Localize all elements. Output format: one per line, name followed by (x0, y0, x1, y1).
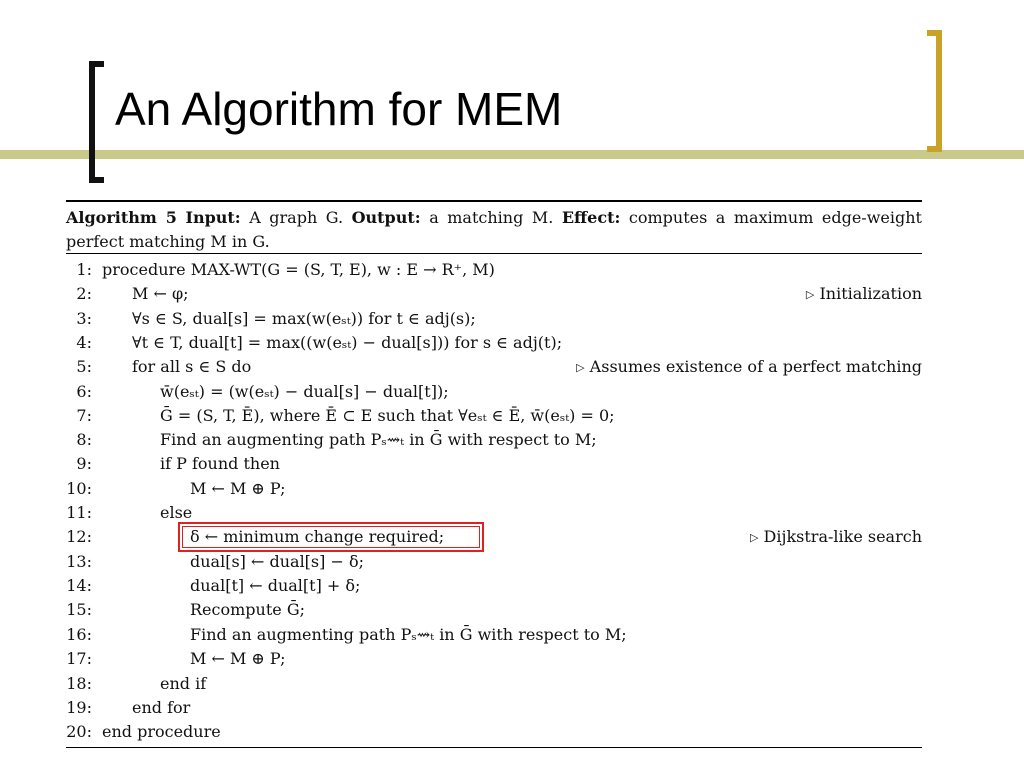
line-code: dual[t] ← dual[t] + δ; (190, 576, 361, 595)
effect-label: Effect: (561, 208, 621, 227)
line-code: M ← φ; (132, 284, 189, 303)
line-comment: ▷ Dijkstra-like search (749, 527, 922, 546)
line-number: 18: (66, 674, 92, 693)
line-comment: ▷ Assumes existence of a perfect matching (576, 357, 922, 376)
line-code: ∀t ∈ T, dual[t] = max((w(eₛₜ) − dual[s])) for s ∈ adj(t); (132, 333, 563, 352)
algorithm-line (66, 477, 922, 501)
algorithm-line (66, 258, 922, 282)
line-comment: ▷ Initialization (805, 284, 922, 303)
line-code: end for (132, 698, 191, 717)
algorithm-bottom-rule (66, 747, 922, 748)
line-code: w̄(eₛₜ) = (w(eₛₜ) − dual[s] − dual[t]); (160, 382, 449, 401)
line-code: Find an augmenting path Pₛ⇝ₜ in Ḡ with respect to M; (160, 430, 597, 449)
algorithm-line (66, 307, 922, 331)
algorithm-line (66, 428, 922, 452)
right-bracket-decoration (927, 30, 942, 152)
line-number: 13: (66, 552, 92, 571)
line-number: 5: (76, 357, 92, 376)
comment-triangle-icon: ▷ (749, 531, 759, 544)
algorithm-line (66, 452, 922, 476)
line-number: 12: (66, 527, 92, 546)
line-code: M ← M ⊕ P; (190, 479, 286, 498)
algorithm-name: Algorithm 5 (66, 208, 177, 227)
line-code: M ← M ⊕ P; (190, 649, 286, 668)
algorithm-line (66, 380, 922, 404)
line-number: 14: (66, 576, 92, 595)
line-number: 8: (76, 430, 92, 449)
line-code: procedure MAX-WT(G = (S, T, E), w : E → R⁺, M) (102, 260, 495, 279)
left-bracket-decoration (89, 61, 104, 183)
algorithm-line (66, 696, 922, 720)
line-number: 17: (66, 649, 92, 668)
algorithm-top-rule (66, 200, 922, 202)
line-code: for all s ∈ S do (132, 357, 252, 376)
line-code: dual[s] ← dual[s] − δ; (190, 552, 364, 571)
line-number: 10: (66, 479, 92, 498)
line-code: if P found then (160, 454, 280, 473)
line-number: 4: (76, 333, 92, 352)
line-number: 15: (66, 600, 92, 619)
algorithm-line (66, 720, 922, 744)
algorithm-line (66, 598, 922, 622)
line-number: 3: (76, 309, 92, 328)
line-number: 1: (76, 260, 92, 279)
line-code: δ ← minimum change required; (190, 527, 445, 546)
output-label: Output: (351, 208, 421, 227)
algorithm-line (66, 574, 922, 598)
slide-title: An Algorithm for MEM (115, 83, 563, 135)
algorithm-line (66, 355, 922, 379)
algorithm-line (66, 331, 922, 355)
line-code: Recompute Ḡ; (190, 600, 305, 619)
line-number: 11: (66, 503, 92, 522)
highlight-box (178, 522, 484, 552)
line-number: 2: (76, 284, 92, 303)
line-number: 6: (76, 382, 92, 401)
line-code: else (160, 503, 193, 522)
line-code: Find an augmenting path Pₛ⇝ₜ in Ḡ with respect to M; (190, 625, 627, 644)
input-label: Input: (185, 208, 241, 227)
line-number: 7: (76, 406, 92, 425)
input-text: A graph G. (249, 208, 344, 227)
line-number: 9: (76, 454, 92, 473)
algorithm-header (66, 206, 922, 254)
title-underline-bar (0, 150, 1024, 159)
algorithm-line (66, 623, 922, 647)
effect-text: computes a maximum edge-weight perfect matching M in G. (66, 208, 922, 251)
algorithm-line (66, 550, 922, 574)
algorithm-line (66, 672, 922, 696)
output-text: a matching M. (429, 208, 554, 227)
comment-triangle-icon: ▷ (805, 288, 815, 301)
algorithm-line (66, 404, 922, 428)
algorithm-line (66, 647, 922, 671)
line-number: 19: (66, 698, 92, 717)
algorithm-line (66, 282, 922, 306)
line-code: end if (160, 674, 207, 693)
line-number: 16: (66, 625, 92, 644)
line-code: ∀s ∈ S, dual[s] = max(w(eₛₜ)) for t ∈ adj(s); (132, 309, 476, 328)
line-code: end procedure (102, 722, 221, 741)
line-number: 20: (66, 722, 92, 741)
line-code: Ḡ = (S, T, Ē), where Ē ⊂ E such that ∀eₛₜ ∈ Ē, w̄(eₛₜ) = 0; (160, 406, 615, 425)
comment-triangle-icon: ▷ (576, 361, 585, 374)
